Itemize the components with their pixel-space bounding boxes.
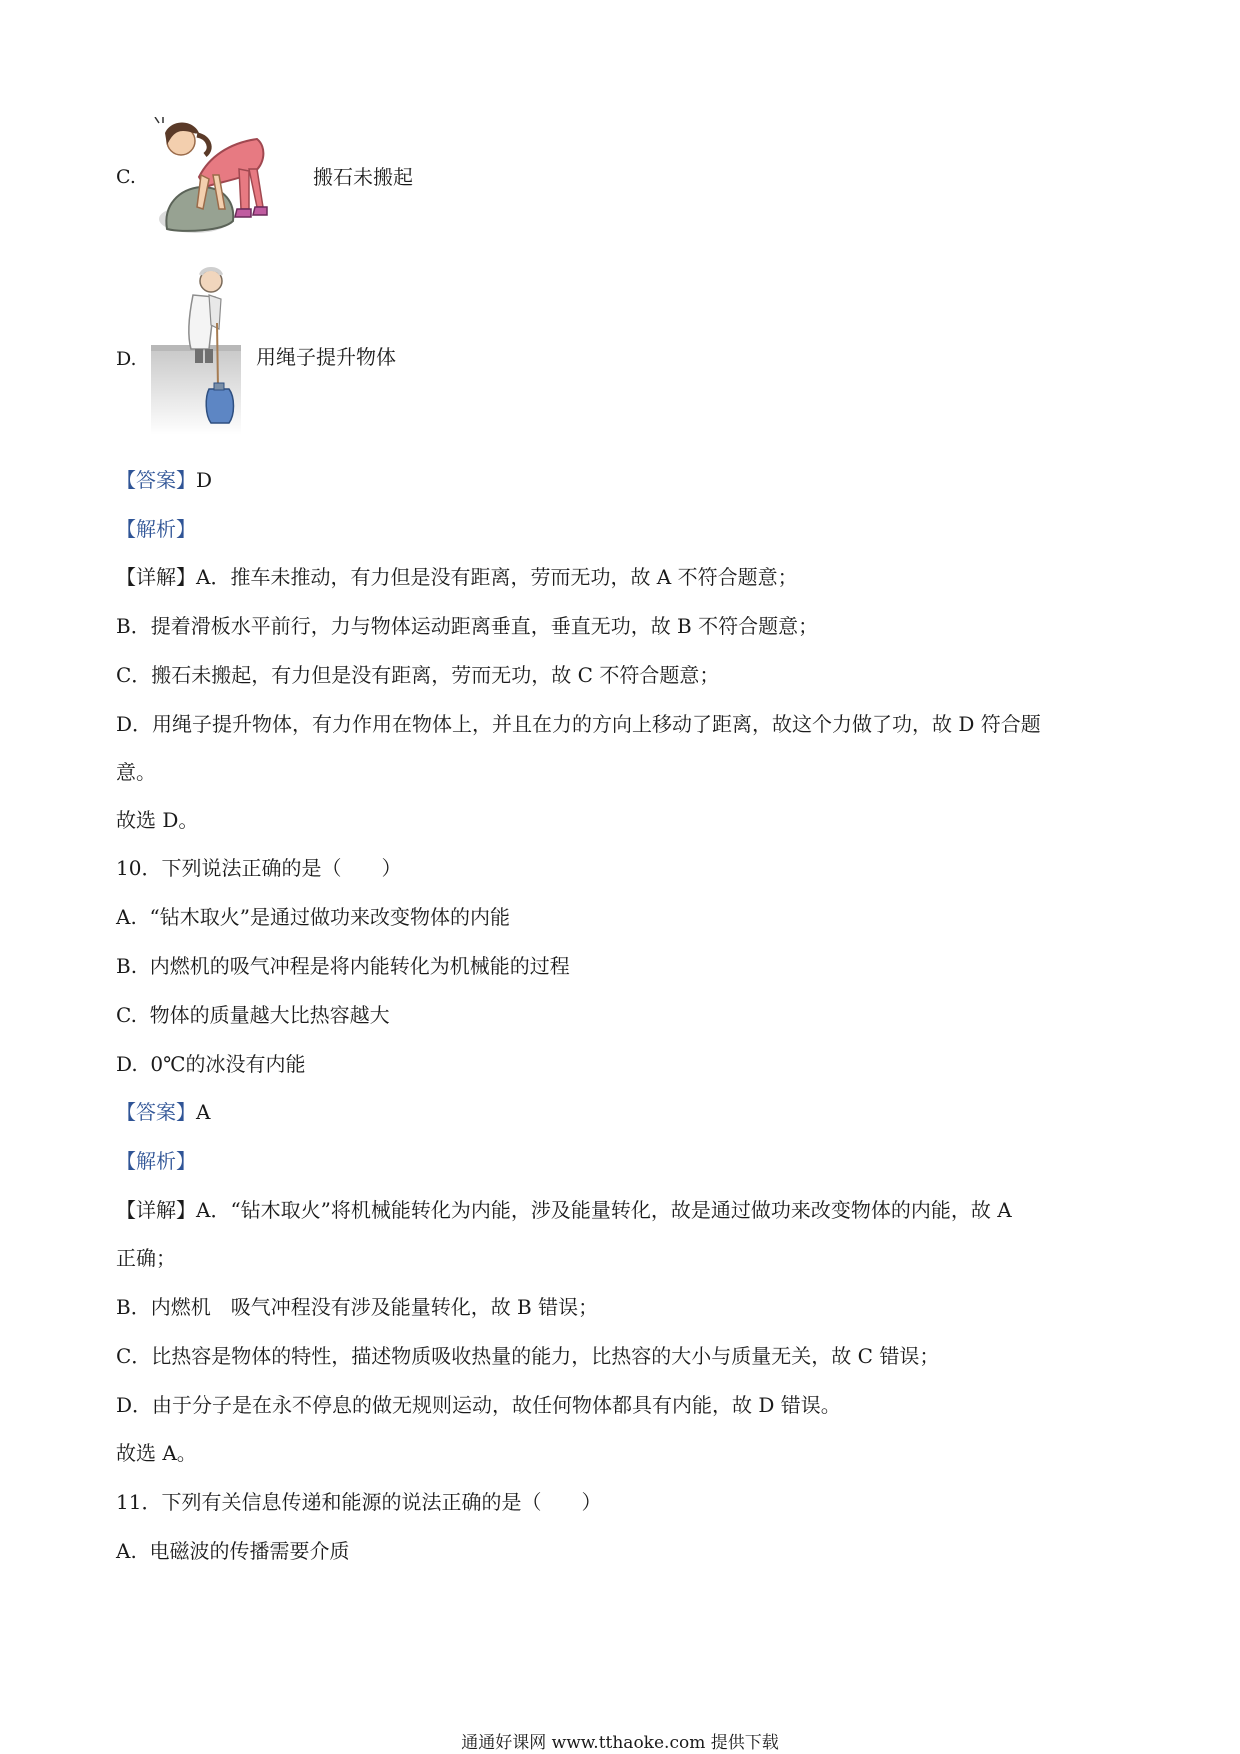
q10-option-b-text: 内燃机的吸气冲程是将内能转化为机械能的过程 <box>149 954 570 978</box>
q10-conclusion: 故选 A。 <box>116 1441 197 1465</box>
q10-option-a-text: “钻木取火”是通过做功来改变物体的内能 <box>149 905 510 929</box>
q9-analysis-tag: 【解析】 <box>116 517 196 541</box>
option-c-letter: C. <box>116 166 136 188</box>
q9-detail-a <box>116 563 798 591</box>
q10-option-b <box>116 952 570 980</box>
q10-option-d-text: 0℃的冰没有内能 <box>150 1052 306 1076</box>
option-c-text: 搬石未搬起 <box>313 165 413 189</box>
q10-option-c <box>116 1001 390 1029</box>
q10-analysis-tag: 【解析】 <box>116 1149 196 1173</box>
q9-conclusion: 故选 D。 <box>116 808 199 832</box>
q10-detail-b: B．内燃机 吸气冲程没有涉及能量转化，故 B 错误； <box>116 1295 599 1319</box>
q11-option-a-letter: A. <box>116 1539 137 1563</box>
q10-option-a <box>116 903 510 931</box>
q10-detail-a-text: A．“钻木取火”将机械能转化为内能，涉及能量转化，故是通过做功来改变物体的内能，故 A <box>196 1198 1012 1222</box>
q10-detail-a-line2: 正确； <box>116 1246 176 1270</box>
q10-answer-value: A <box>196 1100 211 1124</box>
q9-detail-d-line2: 意。 <box>116 760 156 784</box>
girl-lifting-stone-illustration <box>153 117 283 237</box>
q10-option-b-letter: B. <box>116 954 138 978</box>
q10-detail-tag: 【详解】 <box>116 1198 196 1222</box>
q10-stem: 10．下列说法正确的是（ ） <box>116 856 402 880</box>
q10-detail-c: C．比热容是物体的特性，描述物质吸收热量的能力，比热容的大小与质量无关，故 C 错误； <box>116 1344 940 1368</box>
answer-value: D <box>196 468 213 492</box>
q10-detail-d: D．由于分子是在永不停息的做无规则运动，故任何物体都具有内能，故 D 错误。 <box>116 1393 841 1417</box>
option-d-text: 用绳子提升物体 <box>256 345 396 369</box>
q9-detail-c: C．搬石未搬起，有力但是没有距离，劳而无功，故 C 不符合题意； <box>116 663 720 687</box>
detail-a-text: A．推车未推动，有力但是没有距离，劳而无功，故 A 不符合题意； <box>196 565 798 589</box>
q10-option-c-text: 物体的质量越大比热容越大 <box>149 1003 390 1027</box>
answer-tag: 【答案】 <box>116 468 196 492</box>
q10-detail-a-line1 <box>116 1196 1012 1224</box>
q10-answer <box>116 1098 210 1126</box>
man-lifting-object-with-rope-illustration <box>151 265 246 435</box>
q10-option-d <box>116 1050 306 1078</box>
q9-detail-d-line1: D．用绳子提升物体，有力作用在物体上，并且在力的方向上移动了距离，故这个力做了功，故 D 符合题 <box>116 712 1041 736</box>
q10-answer-tag: 【答案】 <box>116 1100 196 1124</box>
option-d-letter: D. <box>116 348 137 370</box>
page-footer: 通通好课网 www.tthaoke.com 提供下载 <box>461 1733 779 1753</box>
q11-option-a <box>116 1537 350 1565</box>
q10-option-c-letter: C. <box>116 1003 137 1027</box>
q10-option-a-letter: A. <box>116 905 137 929</box>
q9-answer <box>116 466 212 494</box>
q9-detail-b: B．提着滑板水平前行，力与物体运动距离垂直，垂直无功，故 B 不符合题意； <box>116 614 819 638</box>
q11-stem: 11．下列有关信息传递和能源的说法正确的是（ ） <box>116 1490 602 1514</box>
detail-tag: 【详解】 <box>116 565 196 589</box>
q11-option-a-text: 电磁波的传播需要介质 <box>149 1539 350 1563</box>
q10-option-d-letter: D. <box>116 1052 138 1076</box>
